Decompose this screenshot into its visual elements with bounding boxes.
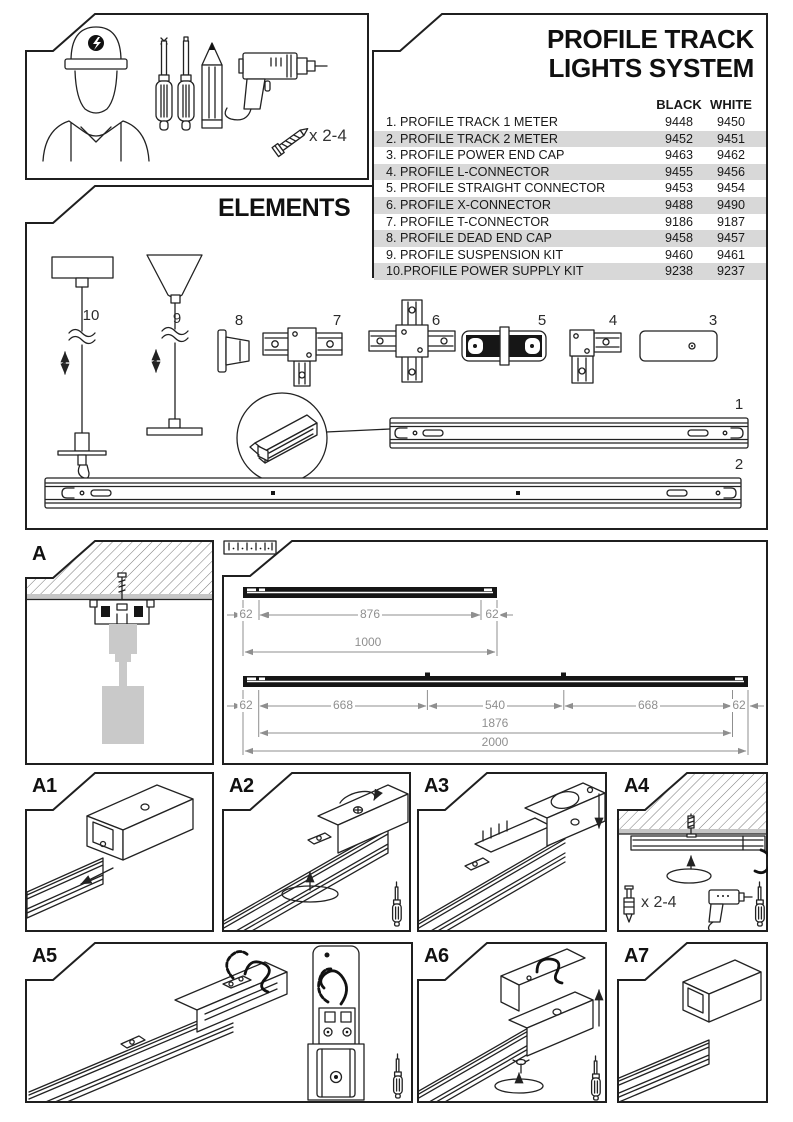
page-title xyxy=(547,25,754,83)
parts-table-row: 9. PROFILE SUSPENSION KIT 9460 9461 xyxy=(386,247,746,262)
element-number-5: 5 xyxy=(537,312,547,329)
tools-screw-quantity: x 2-4 xyxy=(309,126,347,145)
element-number-8: 8 xyxy=(234,312,244,329)
step-a3-label: A3 xyxy=(424,775,449,797)
tools-panel xyxy=(25,13,369,180)
a4-anchor-quantity: x 2-4 xyxy=(641,894,677,911)
page-title-line1: PROFILE TRACK xyxy=(547,24,754,54)
column-header-black: BLACK xyxy=(656,97,702,112)
step-a6-panel xyxy=(417,942,607,1103)
elements-heading: ELEMENTS xyxy=(218,194,351,222)
step-a4-panel xyxy=(617,772,768,932)
section-a-panel xyxy=(25,540,214,765)
straight-connector-5-drawing xyxy=(462,327,546,365)
step-a2-panel xyxy=(222,772,411,932)
element-number-6: 6 xyxy=(431,312,441,329)
title-parts-panel xyxy=(372,13,768,278)
dim-2m-seg2: 540 xyxy=(484,698,506,712)
column-header-white: WHITE xyxy=(710,97,752,112)
step-a6-label: A6 xyxy=(424,945,449,967)
step-a3-panel xyxy=(417,772,607,932)
section-a-label: A xyxy=(32,543,46,565)
dim-2m-right: 62 xyxy=(732,698,746,712)
dim-1m-right: 62 xyxy=(485,607,499,621)
dim-2m-total: 2000 xyxy=(481,735,509,749)
element-number-4: 4 xyxy=(608,312,618,329)
track-2m-drawing xyxy=(45,478,741,508)
dim-2m-left: 62 xyxy=(239,698,253,712)
element-number-7: 7 xyxy=(332,312,342,329)
element-number-2: 2 xyxy=(734,456,744,473)
step-a1-label: A1 xyxy=(32,775,57,797)
parts-table-row: 1. PROFILE TRACK 1 METER 9448 9450 xyxy=(386,115,746,129)
step-a5-panel xyxy=(25,942,413,1103)
dim-1m-left: 62 xyxy=(239,607,253,621)
parts-table-row: 8. PROFILE DEAD END CAP 9458 9457 xyxy=(374,230,766,247)
parts-table-row: 5. PROFILE STRAIGHT CONNECTOR 9453 9454 xyxy=(386,181,746,196)
page-title-line2: LIGHTS SYSTEM xyxy=(548,53,754,83)
dim-1m-total: 1000 xyxy=(354,635,382,649)
step-a4-label: A4 xyxy=(624,775,649,797)
dimensions-panel xyxy=(222,540,768,765)
ruler-icon xyxy=(224,541,276,554)
parts-table-row: 6. PROFILE X-CONNECTOR 9488 9490 xyxy=(374,197,766,214)
step-a5-label: A5 xyxy=(32,945,57,967)
step-a2-label: A2 xyxy=(229,775,254,797)
step-a7-label: A7 xyxy=(624,945,649,967)
dim-2m-seg3: 668 xyxy=(637,698,659,712)
dim-2m-inner: 1876 xyxy=(481,716,509,730)
element-number-1: 1 xyxy=(734,396,744,413)
element-number-3: 3 xyxy=(708,312,718,329)
parts-table-row: 2. PROFILE TRACK 2 METER 9452 9451 xyxy=(374,131,766,148)
wiring-detail-inset xyxy=(308,946,364,1100)
parts-table-row: 4. PROFILE L-CONNECTOR 9455 9456 xyxy=(374,164,766,181)
parts-table-rows xyxy=(374,114,766,280)
parts-table-row: 3. PROFILE POWER END CAP 9463 9462 xyxy=(386,148,746,163)
parts-table-row: 10.PROFILE POWER SUPPLY KIT 9238 9237 xyxy=(374,263,766,280)
dim-2m-seg1: 668 xyxy=(332,698,354,712)
step-a1-panel xyxy=(25,772,214,932)
step-a7-panel xyxy=(617,942,768,1103)
track-1m-drawing xyxy=(390,418,748,448)
element-number-10: 10 xyxy=(82,307,100,324)
power-end-cap-3-drawing xyxy=(640,331,717,361)
dim-1m-center: 876 xyxy=(359,607,381,621)
parts-table-row: 7. PROFILE T-CONNECTOR 9186 9187 xyxy=(386,214,746,229)
element-number-9: 9 xyxy=(172,310,182,327)
